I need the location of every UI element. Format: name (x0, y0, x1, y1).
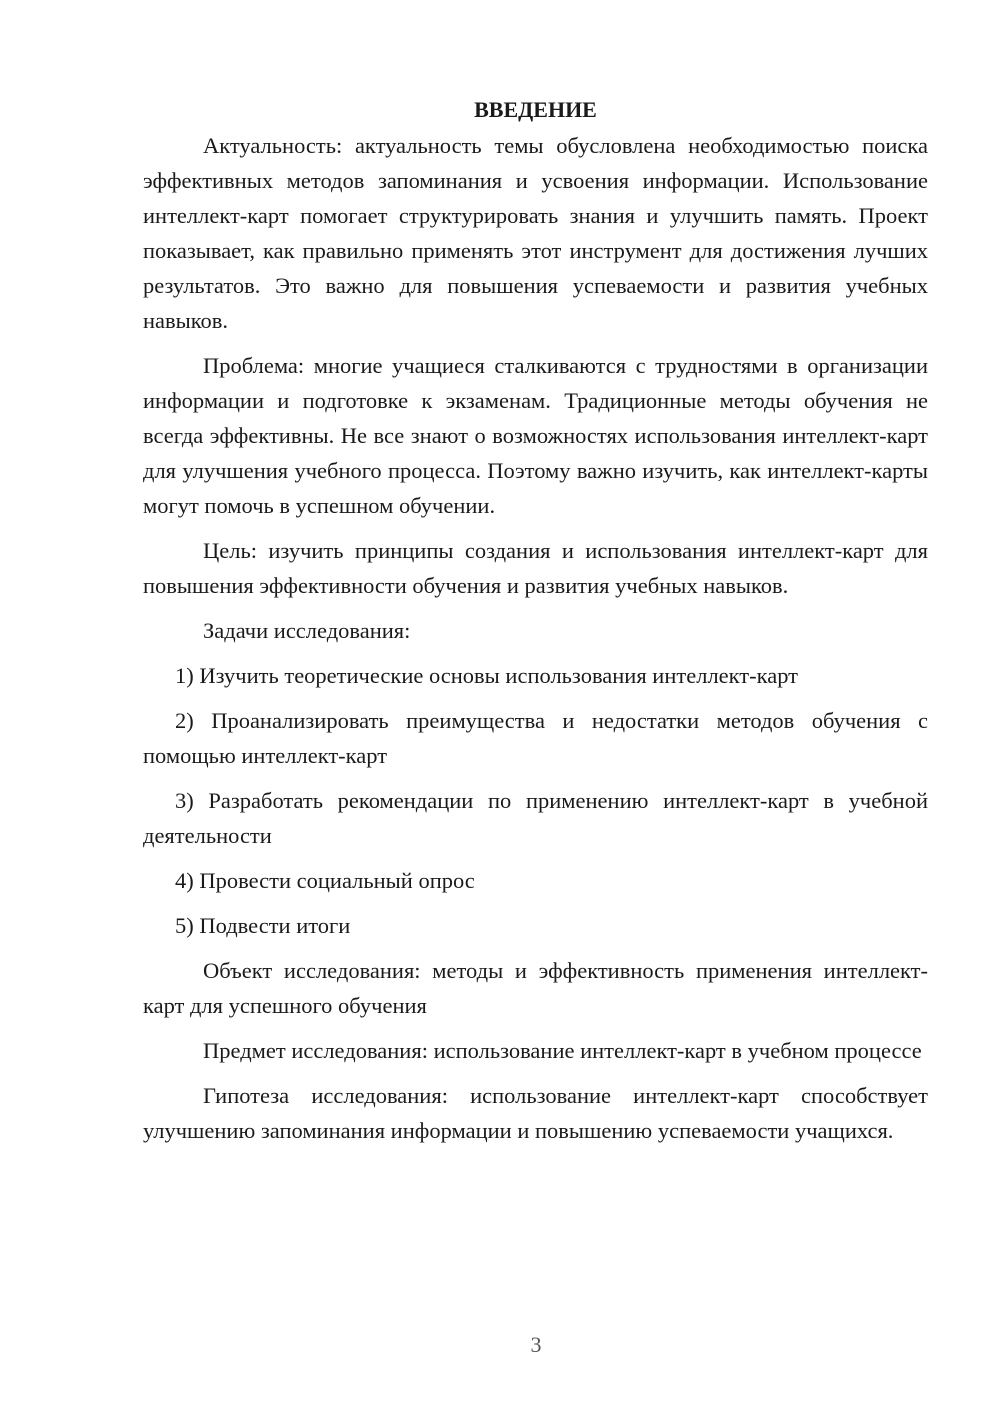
task-item-1: 1) Изучить теоретические основы использования интеллект-карт (175, 663, 798, 688)
tasks-heading: Задачи исследования: (203, 618, 411, 643)
task-item-3: 3) Разработать рекомендации по применению интеллект-карт в учебной деятельности (143, 788, 928, 848)
task-item-4: 4) Провести социальный опрос (175, 868, 475, 893)
goal-paragraph: Цель: изучить принципы создания и использования интеллект-карт для повышения эффективности обучения и развития учебных навыков. (143, 538, 928, 598)
object-paragraph: Объект исследования: методы и эффективность применения интеллект-карт для успешного обучения (143, 958, 928, 1018)
hypothesis-paragraph: Гипотеза исследования: использование интеллект-карт способствует улучшению запоминания информации и повышению успеваемости учащихся. (143, 1083, 928, 1143)
task-item-5: 5) Подвести итоги (175, 913, 351, 938)
subject-paragraph: Предмет исследования: использование интеллект-карт в учебном процессе (203, 1038, 922, 1063)
page-number: 3 (530, 1332, 542, 1357)
document-page (143, 92, 928, 1158)
task-item-2: 2) Проанализировать преимущества и недостатки методов обучения с помощью интеллект-карт (143, 708, 928, 768)
relevance-paragraph: Актуальность: актуальность темы обусловлена необходимостью поиска эффективных методов запоминания и усвоения информации. Использование интеллект-карт помогает структурировать знания и улучшить память. Проект показывает, как правильно применять этот инструмент для достижения лучших результатов. Это важно для повышения успеваемости и развития учебных навыков. (143, 133, 928, 333)
page-title: ВВЕДЕНИЕ (474, 97, 597, 122)
problem-paragraph: Проблема: многие учащиеся сталкиваются с трудностями в организации информации и подготовке к экзаменам. Традиционные методы обучения не всегда эффективны. Не все знают о возможностях использования интеллект-карт для улучшения учебного процесса. Поэтому важно изучить, как интеллект-карты могут помочь в успешном обучении. (143, 353, 928, 518)
